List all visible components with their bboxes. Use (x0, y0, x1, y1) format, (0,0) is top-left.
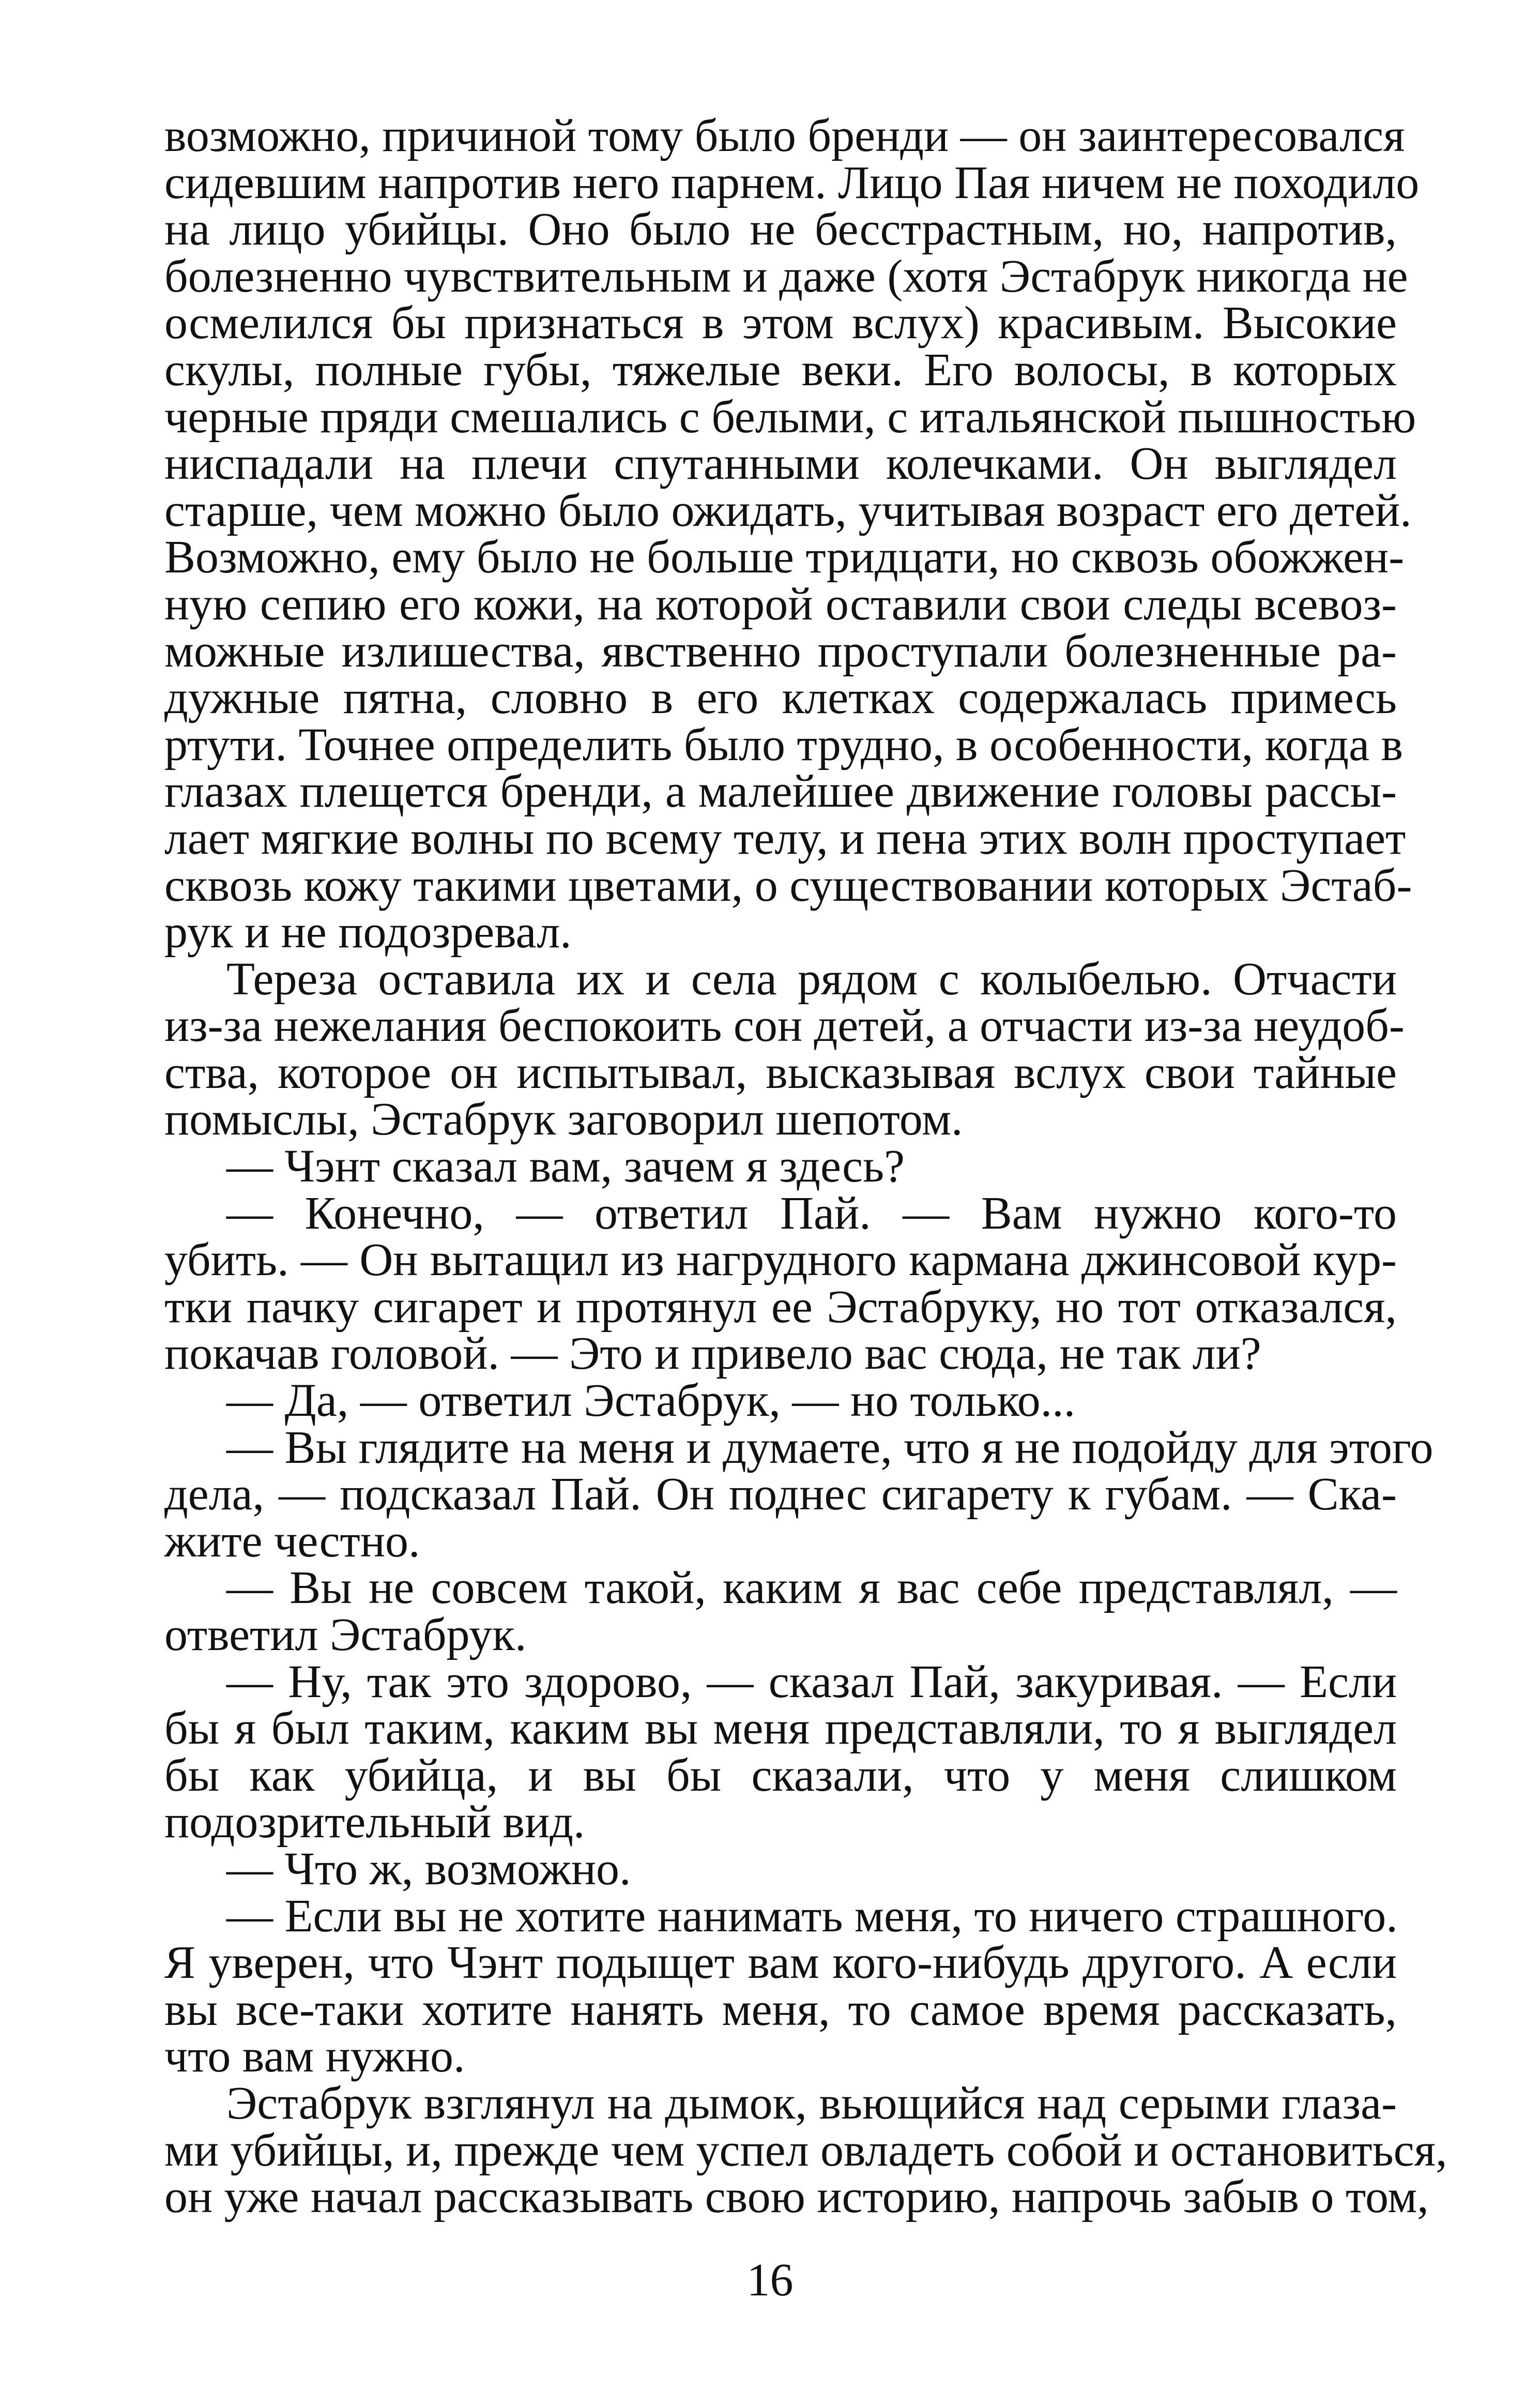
text-line: жите честно. (164, 1515, 420, 1567)
text-line: из-за нежелания беспокоить сон детей, а отчасти из-за неудоб- (164, 1000, 1405, 1052)
text-line: Тереза оставила их и села рядом с колыбелью. Отчасти (226, 953, 1397, 1005)
text-line: ртути. Точнее определить было трудно, в особенности, когда в (164, 719, 1404, 770)
text-line: Эстабрук взглянул на дымок, вьющийся над серыми глаза- (226, 2077, 1397, 2129)
text-line: болезненно чувствительным и даже (хотя Эстабрук никогда не (164, 250, 1408, 302)
text-line: тки пачку сигарет и протянул ее Эстабруку, но тот отказался, (164, 1281, 1397, 1333)
text-line: черные пряди смешались с белыми, с итальянской пышностью (164, 391, 1416, 443)
text-line: бы я был таким, каким вы меня представляли, то я выглядел (164, 1703, 1397, 1754)
text-line: — Вы не совсем такой, каким я вас себе представлял, — (226, 1562, 1397, 1614)
text-line: бы как убийца, и вы бы сказали, что у меня слишком (164, 1749, 1397, 1801)
text-line: подозрительный вид. (164, 1796, 585, 1848)
text-line: ниспадали на плечи спутанными колечками. Он выглядел (164, 438, 1397, 490)
text-line: ми убийцы, и, прежде чем успел овладеть собой и остановиться, (164, 2124, 1447, 2176)
text-line: рук и не подозревал. (164, 906, 572, 958)
text-line: ответил Эстабрук. (164, 1609, 527, 1660)
text-line: — Если вы не хотите нанимать меня, то ничего страшного. (226, 1890, 1398, 1942)
text-line: сидевшим напротив него парнем. Лицо Пая ничем не походило (164, 157, 1420, 208)
text-line: покачав головой. — Это и привело вас сюда, не так ли? (164, 1328, 1261, 1380)
text-line: сквозь кожу такими цветами, о существовании которых Эстаб- (164, 859, 1412, 911)
text-line: он уже начал рассказывать свою историю, напрочь забыв о том, (164, 2171, 1429, 2223)
text-line: ную сепию его кожи, на которой оставили свои следы всевоз- (164, 578, 1397, 630)
text-line: убить. — Он вытащил из нагрудного кармана джинсовой кур- (164, 1234, 1397, 1286)
text-line: Я уверен, что Чэнт подыщет вам кого-нибудь другого. А если (164, 1937, 1397, 1989)
text-line: — Что ж, возможно. (226, 1843, 631, 1895)
text-line: — Ну, так это здорово, — сказал Пай, закуривая. — Если (226, 1656, 1397, 1707)
text-line: старше, чем можно было ожидать, учитывая возраст его детей. (164, 485, 1412, 536)
text-line: глазах плещется бренди, а малейшее движение головы рассы- (164, 766, 1397, 818)
text-line: дужные пятна, словно в его клетках содержалась примесь (164, 672, 1397, 724)
text-line: возможно, причиной тому было бренди — он заинтересовался (164, 110, 1405, 161)
text-line: лает мягкие волны по всему телу, и пена этих волн проступает (164, 812, 1406, 864)
body-text (164, 110, 1447, 2223)
text-line: — Да, — ответил Эстабрук, — но только... (226, 1375, 1076, 1427)
page-number: 16 (746, 2255, 794, 2306)
text-line: можные излишества, явственно проступали болезненные ра- (164, 625, 1397, 677)
text-line: осмелился бы признаться в этом вслух) красивым. Высокие (164, 297, 1397, 349)
text-line: Возможно, ему было не больше тридцати, но сквозь обожжен- (164, 532, 1405, 583)
text-line: помыслы, Эстабрук заговорил шепотом. (164, 1094, 963, 1145)
text-line: на лицо убийцы. Оно было не бесстрастным, но, напротив, (164, 204, 1397, 255)
text-line: что вам нужно. (164, 2031, 465, 2082)
text-line: дела, — подсказал Пай. Он поднес сигарету к губам. — Ска- (164, 1469, 1397, 1520)
text-line: — Вы глядите на меня и думаете, что я не подойду для этого (226, 1421, 1434, 1473)
text-line: ства, которое он испытывал, высказывая вслух свои тайные (164, 1047, 1397, 1098)
text-line: скулы, полные губы, тяжелые веки. Его волосы, в которых (164, 344, 1397, 396)
text-line: — Чэнт сказал вам, зачем я здесь? (226, 1141, 905, 1192)
text-line: вы все-таки хотите нанять меня, то самое время рассказать, (164, 1984, 1397, 2035)
text-line: — Конечно, — ответил Пай. — Вам нужно кого-то (226, 1187, 1397, 1239)
